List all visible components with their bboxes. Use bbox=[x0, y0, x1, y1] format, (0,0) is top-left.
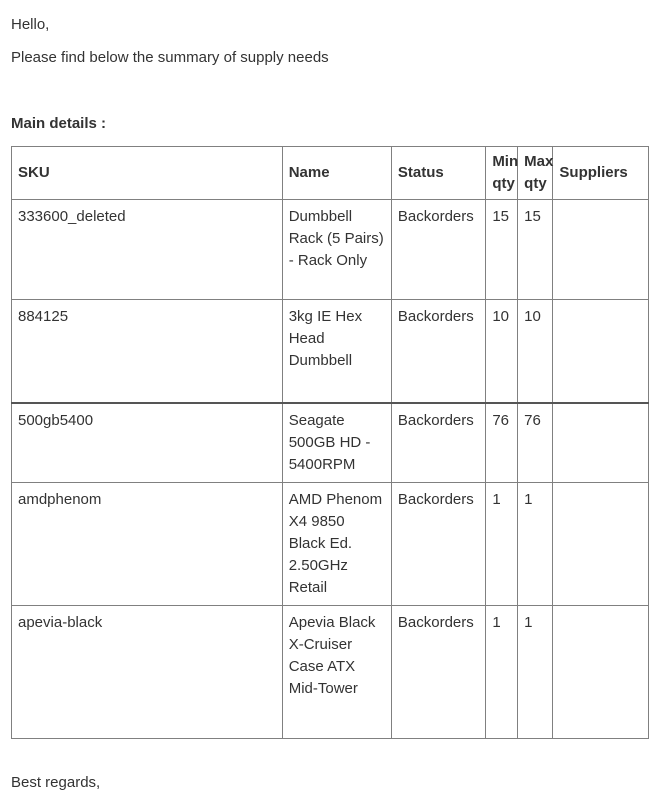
header-status: Status bbox=[391, 147, 485, 200]
cell-status: Backorders bbox=[391, 300, 485, 403]
cell-suppliers bbox=[553, 200, 649, 300]
cell-max-qty: 10 bbox=[518, 300, 553, 403]
section-title: Main details : bbox=[11, 115, 107, 132]
table-row bbox=[12, 200, 649, 300]
cell-status: Backorders bbox=[391, 605, 485, 738]
cell-max-qty: 1 bbox=[518, 482, 553, 605]
cell-max-qty: 76 bbox=[518, 403, 553, 483]
greeting-text: Hello, bbox=[11, 16, 50, 33]
header-name: Name bbox=[282, 147, 391, 200]
cell-status: Backorders bbox=[391, 200, 485, 300]
table-row bbox=[12, 300, 649, 403]
cell-sku: 333600_deleted bbox=[12, 200, 283, 300]
cell-suppliers bbox=[553, 605, 649, 738]
cell-min-qty: 1 bbox=[486, 605, 518, 738]
cell-min-qty: 10 bbox=[486, 300, 518, 403]
cell-name: 3kg IE Hex Head Dumbbell bbox=[282, 300, 391, 403]
cell-min-qty: 1 bbox=[486, 482, 518, 605]
cell-max-qty: 1 bbox=[518, 605, 553, 738]
supply-needs-table bbox=[11, 146, 649, 739]
cell-suppliers bbox=[553, 482, 649, 605]
table-row bbox=[12, 403, 649, 483]
cell-name: Seagate 500GB HD - 5400RPM bbox=[282, 403, 391, 483]
cell-suppliers bbox=[553, 403, 649, 483]
cell-status: Backorders bbox=[391, 403, 485, 483]
cell-name: Dumbbell Rack (5 Pairs) - Rack Only bbox=[282, 200, 391, 300]
cell-min-qty: 76 bbox=[486, 403, 518, 483]
cell-name: Apevia Black X-Cruiser Case ATX Mid-Tower bbox=[282, 605, 391, 738]
cell-sku: 500gb5400 bbox=[12, 403, 283, 483]
cell-suppliers bbox=[553, 300, 649, 403]
cell-sku: amdphenom bbox=[12, 482, 283, 605]
header-min-qty: Min qty bbox=[486, 147, 518, 200]
header-suppliers: Suppliers bbox=[553, 147, 649, 200]
cell-max-qty: 15 bbox=[518, 200, 553, 300]
table-header-row bbox=[12, 147, 649, 200]
cell-sku: apevia-black bbox=[12, 605, 283, 738]
table-row bbox=[12, 482, 649, 605]
cell-min-qty: 15 bbox=[486, 200, 518, 300]
header-max-qty: Max qty bbox=[518, 147, 553, 200]
intro-text: Please find below the summary of supply needs bbox=[11, 49, 329, 66]
cell-status: Backorders bbox=[391, 482, 485, 605]
cell-name: AMD Phenom X4 9850 Black Ed. 2.50GHz Retail bbox=[282, 482, 391, 605]
closing-text: Best regards, bbox=[11, 774, 101, 791]
cell-sku: 884125 bbox=[12, 300, 283, 403]
table-row bbox=[12, 605, 649, 738]
header-sku: SKU bbox=[12, 147, 283, 200]
